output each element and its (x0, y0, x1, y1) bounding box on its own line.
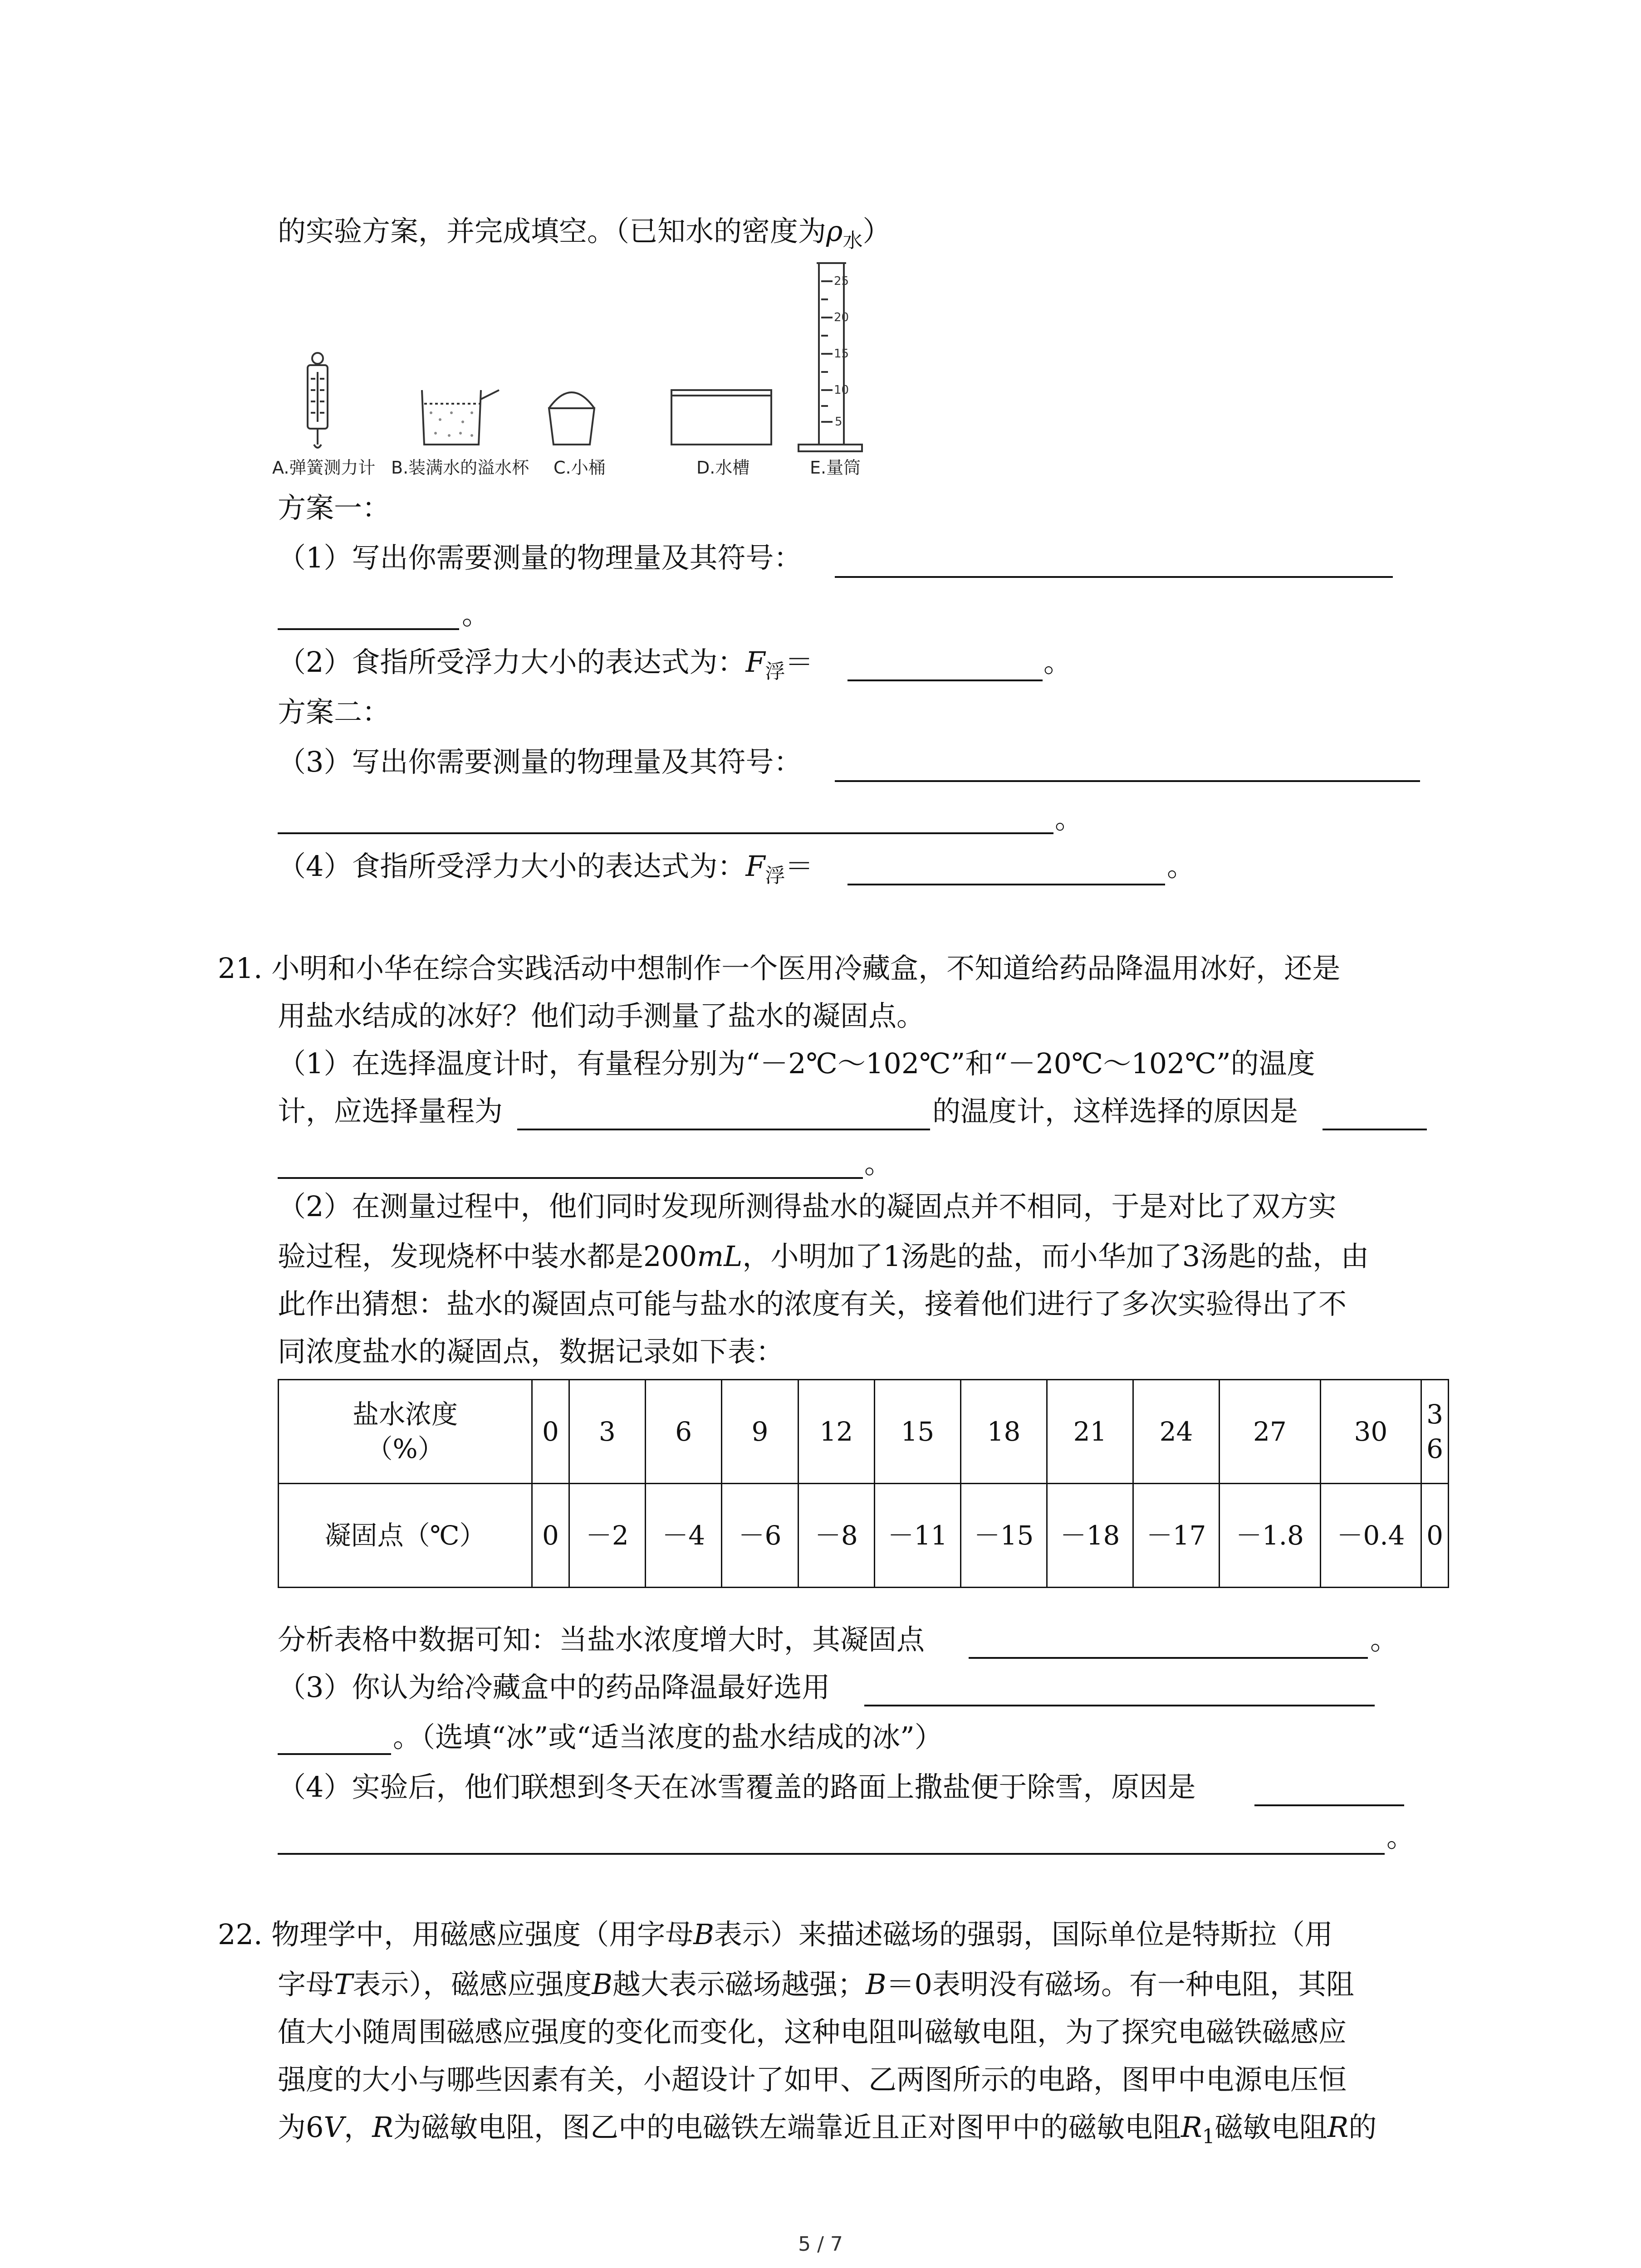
table-cell: 15 (874, 1380, 960, 1484)
table-cell: －4 (645, 1484, 721, 1588)
table-cell: －15 (960, 1484, 1047, 1588)
table-cell: －17 (1133, 1484, 1220, 1588)
table-cell: －2 (569, 1484, 645, 1588)
equipment-figure (272, 254, 930, 490)
table-cell: 9 (722, 1380, 798, 1484)
figure-label: B.装满水的溢水杯 (391, 458, 529, 478)
table-cell: －0.4 (1320, 1484, 1421, 1588)
cylinder-tick: 15 (834, 347, 849, 361)
q22-line-1: 22. 物理学中，用磁感应强度（用字母B表示）来描述磁场的强弱，国际单位是特斯拉（用 (218, 1918, 1333, 1951)
table-cell: 21 (1047, 1380, 1133, 1484)
q21-line-10-end: 。 (1370, 1623, 1399, 1656)
answer-blank[interactable] (278, 1853, 1385, 1855)
q21-line-10: 分析表格中数据可知：当盐水浓度增大时，其凝固点 (278, 1623, 925, 1656)
answer-blank[interactable] (278, 628, 459, 630)
table-cell: －8 (798, 1484, 874, 1588)
plan2-q3-end: 。 (1055, 802, 1083, 835)
table-cell: －18 (1047, 1484, 1133, 1588)
answer-blank[interactable] (517, 1129, 930, 1130)
table-cell: 0 (532, 1484, 569, 1588)
cylinder-tick: 5 (835, 415, 843, 429)
freezing-point-table (278, 1379, 1449, 1588)
table-cell: 18 (960, 1380, 1047, 1484)
q21-line-14-end: 。 (1386, 1820, 1415, 1853)
figure-label: E.量筒 (810, 458, 861, 478)
table-header-cell: 盐水浓度 （%） (279, 1380, 532, 1484)
table-cell: 12 (798, 1380, 874, 1484)
table-cell: 36 (1421, 1380, 1449, 1484)
plan2-q3: （3）写出你需要测量的物理量及其符号： (278, 745, 802, 778)
q21-line-4a: 计，应选择量程为 (278, 1095, 503, 1128)
q22-line-2: 字母T表示），磁感应强度B越大表示磁场越强；B＝0表明没有磁场。有一种电阻，其阻 (278, 1968, 1354, 2001)
q22-line-3: 值大小随周围磁感应强度的变化而变化，这种电阻叫磁敏电阻，为了探究电磁铁磁感应 (278, 2015, 1347, 2048)
q21-line-1: 21. 小明和小华在综合实践活动中想制作一个医用冷藏盒，不知道给药品降温用冰好，还是 (218, 952, 1341, 985)
figure-label: D.水槽 (696, 458, 750, 478)
cylinder-tick: 10 (834, 383, 849, 397)
plan1-title: 方案一： (278, 491, 391, 524)
table-cell: －6 (722, 1484, 798, 1588)
q21-line-8: 此作出猜想：盐水的凝固点可能与盐水的浓度有关，接着他们进行了多次实验得出了不 (278, 1287, 1347, 1320)
q22-line-4: 强度的大小与哪些因素有关，小超设计了如甲、乙两图所示的电路，图甲中电源电压恒 (278, 2063, 1347, 2096)
plan1-q2: （2）食指所受浮力大小的表达式为：$F_浮=$ (278, 645, 813, 683)
table-row (279, 1380, 1449, 1484)
answer-blank[interactable] (835, 780, 1420, 782)
plan1-q1-end: 。 (462, 598, 490, 631)
plan2-title: 方案二： (278, 695, 391, 728)
q21-line-9: 同浓度盐水的凝固点，数据记录如下表： (278, 1335, 784, 1368)
q21-line-5-end: 。 (864, 1147, 893, 1180)
table-row (279, 1484, 1449, 1588)
plan2-q4-end: 。 (1167, 850, 1195, 883)
table-cell: 27 (1220, 1380, 1321, 1484)
plan1-q1: （1）写出你需要测量的物理量及其符号： (278, 541, 802, 574)
figure-label: C.小桶 (554, 458, 606, 478)
q22-line-5: 为6V，R为磁敏电阻，图乙中的电磁铁左端靠近且正对图甲中的磁敏电阻$R_1$磁敏电阻R的 (278, 2111, 1377, 2148)
plan1-q2-end: 。 (1043, 645, 1072, 679)
figure-label: A.弹簧测力计 (272, 458, 376, 478)
table-cell: 6 (645, 1380, 721, 1484)
table-cell: 24 (1133, 1380, 1220, 1484)
q21-line-13: （4）实验后，他们联想到冬天在冰雪覆盖的路面上撒盐便于除雪，原因是 (278, 1770, 1196, 1804)
table-cell: 30 (1320, 1380, 1421, 1484)
answer-blank[interactable] (278, 1177, 863, 1179)
answer-blank[interactable] (864, 1705, 1375, 1706)
answer-blank[interactable] (278, 1753, 391, 1755)
intro-line: 的实验方案，并完成填空。（已知水的密度为$\rho_水$） (278, 215, 891, 252)
q21-line-2: 用盐水结成的冰好？他们动手测量了盐水的凝固点。 (278, 999, 925, 1032)
table-cell: －11 (874, 1484, 960, 1588)
table-cell: －1.8 (1220, 1484, 1321, 1588)
table-cell: 0 (1421, 1484, 1449, 1588)
answer-blank[interactable] (835, 576, 1393, 578)
table-cell: 3 (569, 1380, 645, 1484)
cylinder-tick: 20 (834, 311, 849, 324)
page-number: 5 / 7 (798, 2233, 843, 2256)
q21-line-3: （1）在选择温度计时，有量程分别为“－2℃～102℃”和“－20℃～102℃”的温度 (278, 1047, 1315, 1080)
table-cell: 0 (532, 1380, 569, 1484)
q21-line-7: 验过程，发现烧杯中装水都是200mL，小明加了1汤匙的盐，而小华加了3汤匙的盐，由 (278, 1240, 1369, 1273)
q21-line-4b: 的温度计，这样选择的原因是 (932, 1095, 1298, 1128)
table-header-cell: 凝固点（℃） (279, 1484, 532, 1588)
plan2-q4: （4）食指所受浮力大小的表达式为：$F_浮=$ (278, 850, 813, 887)
answer-blank[interactable] (1254, 1804, 1404, 1806)
q21-line-11: （3）你认为给冷藏盒中的药品降温最好选用 (278, 1671, 830, 1704)
answer-blank[interactable] (847, 679, 1043, 681)
cylinder-tick: 25 (834, 274, 849, 288)
q21-line-6: （2）在测量过程中，他们同时发现所测得盐水的凝固点并不相同，于是对比了双方实 (278, 1190, 1337, 1223)
q21-line-12-end: 。（选填“冰”或“适当浓度的盐水结成的冰”） (393, 1721, 943, 1754)
answer-blank[interactable] (969, 1657, 1368, 1659)
answer-blank[interactable] (278, 832, 1053, 834)
answer-blank[interactable] (847, 884, 1165, 885)
answer-blank[interactable] (1323, 1129, 1427, 1130)
